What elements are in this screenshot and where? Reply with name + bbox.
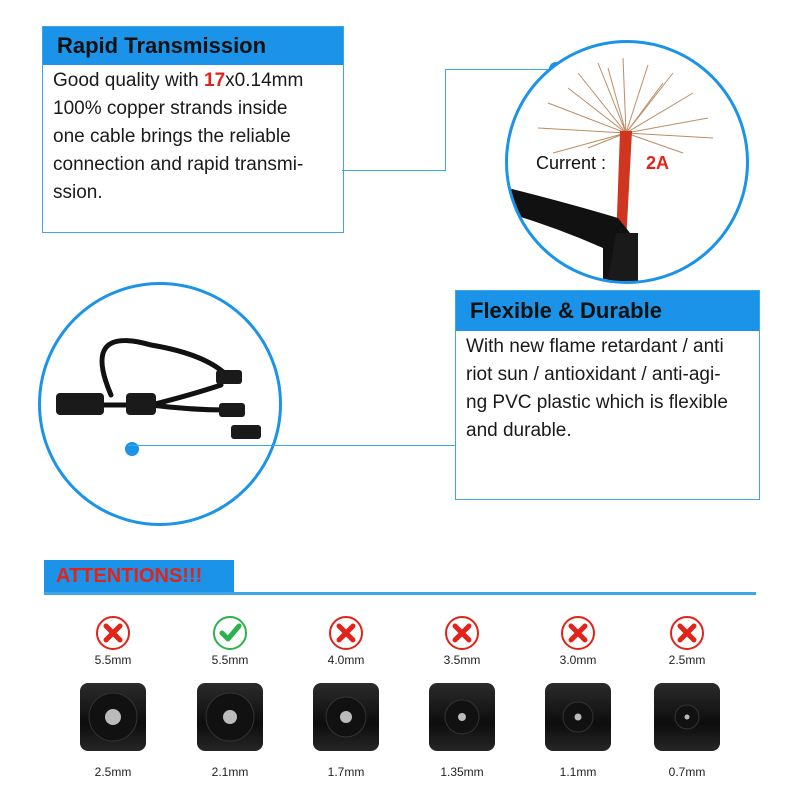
flexible-durable-text: With new flame retardant / anti riot sun / antioxidant / anti-agi- ng PVC plastic which is flexible and durable. xyxy=(466,336,728,441)
wire-closeup-photo xyxy=(505,40,749,284)
outer-diameter: 3.5mm xyxy=(443,653,481,667)
splitter-cable-illustration xyxy=(41,285,279,523)
x-circle-icon xyxy=(328,615,364,651)
rapid-transmission-card xyxy=(42,26,344,233)
current-label: Current : xyxy=(536,153,607,173)
x-circle-icon xyxy=(444,615,480,651)
inner-diameter: 1.35mm xyxy=(440,765,484,779)
outer-diameter: 5.5mm xyxy=(94,653,132,667)
connector-line xyxy=(342,170,445,171)
inner-diameter: 2.1mm xyxy=(211,765,249,779)
current-value: 2A xyxy=(646,153,670,173)
inner-diameter: 1.7mm xyxy=(327,765,365,779)
check-circle-icon xyxy=(212,615,248,651)
flexible-durable-title: Flexible & Durable xyxy=(456,291,759,331)
dc-jack-end xyxy=(197,683,263,751)
strand-count: 17 xyxy=(204,70,226,91)
dc-jack-end xyxy=(313,683,379,751)
x-circle-icon xyxy=(560,615,596,651)
flexible-durable-card xyxy=(455,290,760,500)
splitter-cable-photo xyxy=(38,282,282,526)
inner-diameter: 1.1mm xyxy=(559,765,597,779)
connector-line xyxy=(445,69,555,70)
outer-diameter: 3.0mm xyxy=(559,653,597,667)
attentions-banner: ATTENTIONS!!! xyxy=(44,560,234,592)
outer-diameter: 2.5mm xyxy=(668,653,706,667)
rapid-transmission-text: Good quality with 17x0.14mm 100% copper strands inside one cable brings the reliable connection and rapid transmi- ssion. xyxy=(53,70,304,203)
dc-jack-end xyxy=(654,683,720,751)
dc-jack-end xyxy=(429,683,495,751)
attentions-divider xyxy=(44,592,756,595)
inner-diameter: 2.5mm xyxy=(94,765,132,779)
outer-diameter: 4.0mm xyxy=(327,653,365,667)
x-circle-icon xyxy=(95,615,131,651)
x-circle-icon xyxy=(669,615,705,651)
outer-diameter: 5.5mm xyxy=(211,653,249,667)
connector-line xyxy=(128,445,455,446)
inner-diameter: 0.7mm xyxy=(668,765,706,779)
connector-line xyxy=(445,69,446,171)
dc-jack-end xyxy=(545,683,611,751)
dc-jack-end xyxy=(80,683,146,751)
rapid-transmission-title: Rapid Transmission xyxy=(43,27,343,65)
